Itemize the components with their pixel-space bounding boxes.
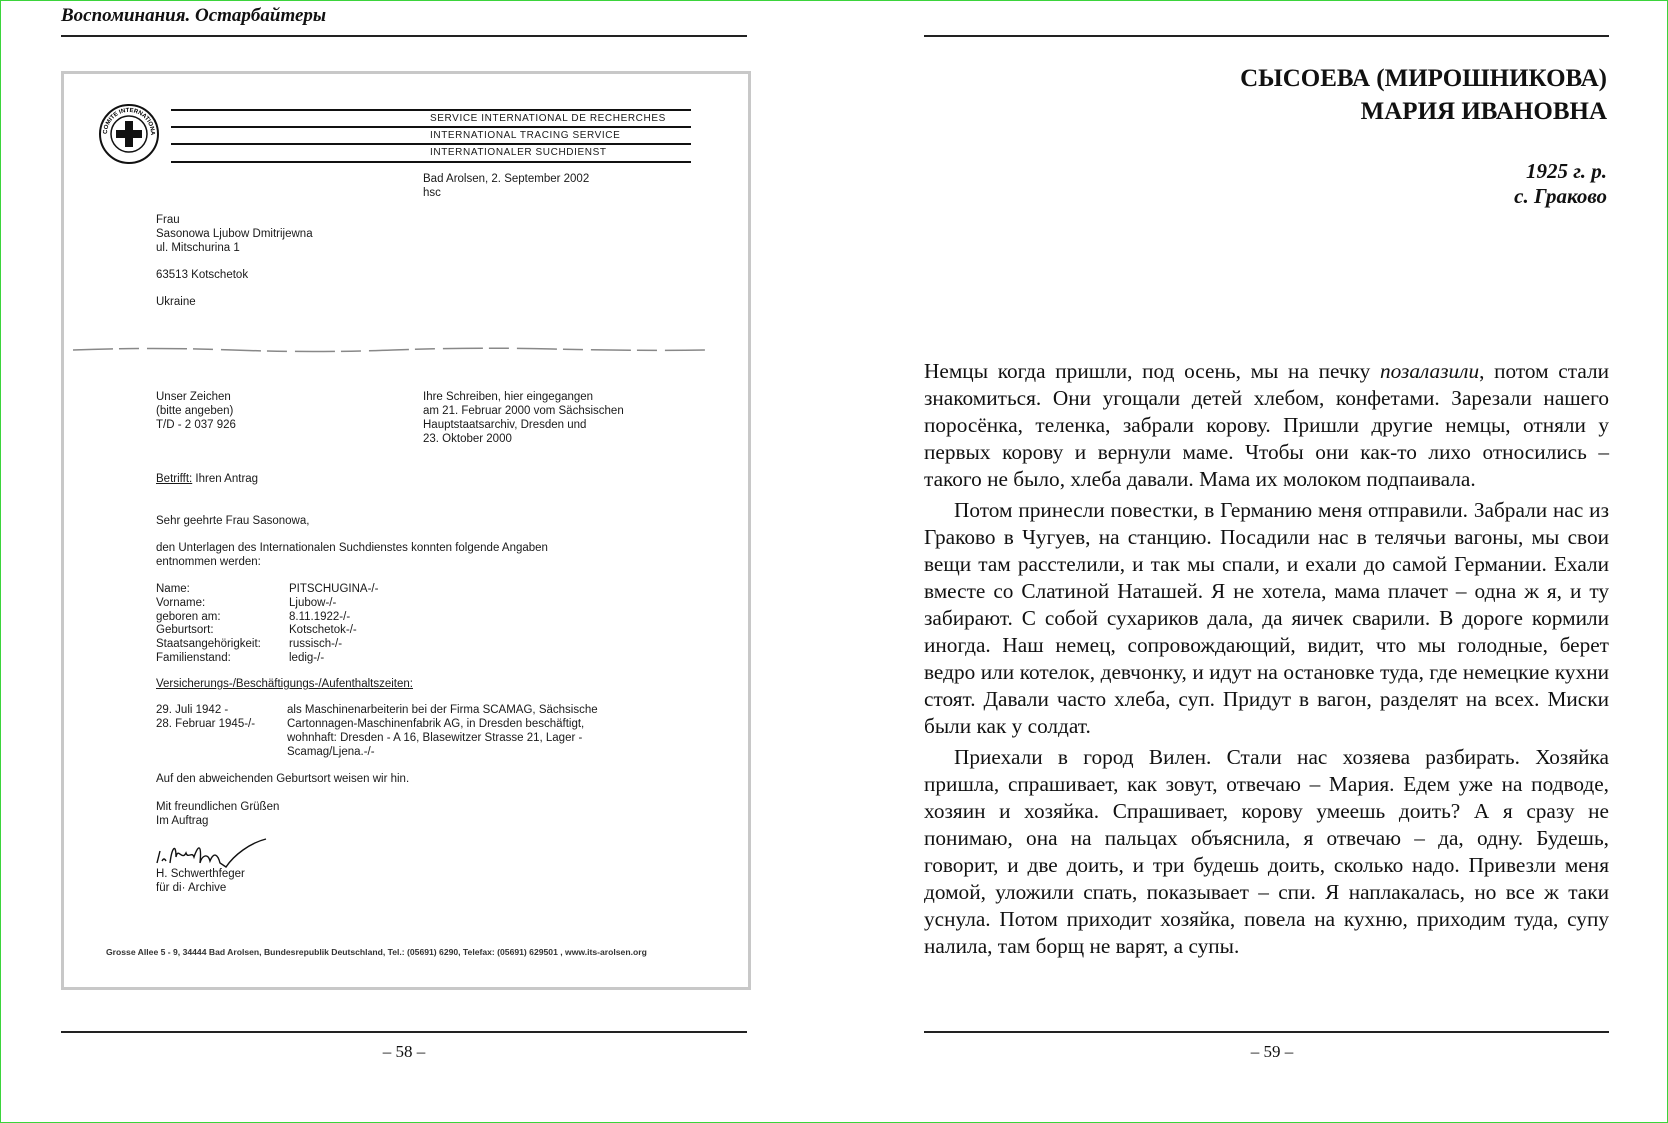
our-ref-line: Unser Zeichen xyxy=(156,391,231,403)
paragraph: Приехали в город Вилен. Стали нас хозяева разбирать. Хозяйка пришла, спрашивает, как зовут, отвечаю – Мария. Едем уже на подводе, хозяин и хозяйка. Спрашивает, корову умеешь доить? А я сразу не понимаю, она на пальцах объяснила, я отвечаю – да, одну. Будешь, говорит, и две доить, и три будешь доить, сколько надо. Привезли меня домой, уложили спать, показывает – спи. Я наплакалась, но все ж таки уснула. Потом приходит хозяйка, повела на кухню, приходим туда, супу налила, там борщ не варят, а супы. xyxy=(924,745,1609,958)
signer-role: für di· Archive xyxy=(156,882,227,894)
section-heading: Versicherungs-/Beschäftigungs-/Aufenthaltszeiten: xyxy=(156,678,413,690)
field-value: Ljubow-/- xyxy=(289,596,337,609)
your-ref-line: 23. Oktober 2000 xyxy=(423,433,512,445)
chapter-title-line: МАРИЯ ИВАНОВНА xyxy=(1360,98,1607,125)
your-ref-line: Ihre Schreiben, hier eingegangen xyxy=(423,391,594,403)
salutation: Sehr geehrte Frau Sasonowa, xyxy=(156,515,310,527)
field-label: geboren am: xyxy=(156,610,221,623)
field-label: Staatsangehörigkeit: xyxy=(156,638,261,651)
field-value: russisch-/- xyxy=(289,638,343,651)
field-label: Name: xyxy=(156,583,190,595)
letterhead-rule xyxy=(171,126,691,128)
letterhead-rule xyxy=(171,161,691,163)
field-label: Geburtsort: xyxy=(156,624,214,637)
org-name-fr: SERVICE INTERNATIONAL DE RECHERCHES xyxy=(430,113,666,124)
text-run: , потом стали знакомиться. Они угощали детей хлебом, конфетами. Зарезали нашего поросёнка, теленка, забрали корову. Пришли другие немцы, отняли у первых корову и вернули маме. Чтобы они как-то лихо относились – такого не было, хлеба давали. Мама их молоком подпаивала. xyxy=(924,359,1609,491)
birth-year: 1925 г. р. xyxy=(1526,159,1607,183)
paragraph: Потом принесли повестки, в Германию меня отправили. Забрали нас из Граково в Чугуев, на станцию. Посадили нас в телячьи вагоны, мы свои вещи там расстелили, и так мы спали, и ехали до самой Германии. Ехали вместе со Слатиной Наташей. Я не хотела, мама плачет – одна ж я, и ту забирают. С собой сухариков дала, да яичек сварили. В дороге кормили иногда. Наш немец, сопровождающий, видит, что мы голодные, берет ведро или котелок, девчонку, и идут на остановке туда, где немецкие кухни стоят. Давали часто хлеба, суп. Придут в вагон, разделят на всех. Миски были как у солдат. xyxy=(924,498,1609,738)
letter-date: Bad Arolsen, 2. September 2002 xyxy=(423,173,590,185)
field-value: 8.11.1922-/- xyxy=(289,610,351,623)
subject-text: Ihren Antrag xyxy=(192,473,259,485)
header-rule xyxy=(924,35,1609,37)
letter-footer: Grosse Allee 5 - 9, 34444 Bad Arolsen, Bundesrepublik Deutschland, Tel.: (05691) 6290, Telefax: (05691) 629501 , www.its-arolsen.org xyxy=(106,947,647,957)
footer-rule xyxy=(924,1031,1609,1033)
red-cross-logo-icon xyxy=(98,103,160,165)
field-value: PITSCHUGINA-/- xyxy=(289,583,379,595)
your-ref-line: am 21. Februar 2000 vom Sächsischen xyxy=(423,405,624,417)
field-label: Familienstand: xyxy=(156,652,231,664)
recipient-postal: 63513 Kotschetok xyxy=(156,269,249,281)
recipient-line: Sasonowa Ljubow Dmitrijewna xyxy=(156,228,313,240)
period-end: 28. Februar 1945-/- xyxy=(156,718,256,730)
period-start: 29. Juli 1942 - xyxy=(156,704,229,716)
recipient-line: ul. Mitschurina 1 xyxy=(156,242,240,254)
subject-line xyxy=(156,473,258,487)
recipient-line: Frau xyxy=(156,214,180,226)
fold-line xyxy=(73,346,707,354)
paragraph xyxy=(924,358,1609,493)
memoir-text xyxy=(924,358,1609,964)
running-head: Воспоминания. Остарбайтеры xyxy=(61,5,327,26)
our-ref-line: T/D - 2 037 926 xyxy=(156,419,236,431)
period-text-line: wohnhaft: Dresden - A 16, Blasewitzer Strasse 21, Lager - xyxy=(287,732,583,744)
signature xyxy=(154,837,269,871)
header-rule xyxy=(61,35,747,37)
org-name-de: INTERNATIONALER SUCHDIENST xyxy=(430,147,607,158)
signer-name: H. Schwerthfeger xyxy=(156,868,245,880)
subject-label: Betrifft: xyxy=(156,473,193,485)
your-ref-line: Hauptstaatsarchiv, Dresden und xyxy=(423,419,587,431)
italic-word: позалазили xyxy=(1380,359,1480,383)
chapter-title-line: СЫСОЕВА (МИРОШНИКОВА) xyxy=(1240,65,1607,92)
note: Auf den abweichenden Geburtsort weisen wir hin. xyxy=(156,773,410,785)
field-label: Vorname: xyxy=(156,596,206,609)
field-value: Kotschetok-/- xyxy=(289,624,357,637)
recipient-country: Ukraine xyxy=(156,296,196,308)
closing-line: Im Auftrag xyxy=(156,815,209,827)
our-ref-line: (bitte angeben) xyxy=(156,405,234,417)
birth-place: с. Граково xyxy=(1514,184,1607,208)
letterhead-rule xyxy=(171,109,691,111)
page-number-right: – 59 – xyxy=(1250,1042,1294,1061)
intro-line: entnommen werden: xyxy=(156,556,261,568)
page-number-left: – 58 – xyxy=(382,1042,426,1061)
text-run: Немцы когда пришли, под осень, мы на печку xyxy=(924,359,1381,383)
svg-text:COMITE INTERNATIONAL: COMITE INTERNATIONA xyxy=(102,107,156,136)
org-name-en: INTERNATIONAL TRACING SERVICE xyxy=(430,130,621,141)
period-text-line: als Maschinenarbeiterin bei der Firma SCAMAG, Sächsische xyxy=(287,704,598,716)
footer-rule xyxy=(61,1031,747,1033)
period-text-line: Scamag/Ljena.-/- xyxy=(287,746,375,758)
closing-line: Mit freundlichen Grüßen xyxy=(156,801,280,813)
letter-ref: hsc xyxy=(423,187,441,199)
letterhead-rule xyxy=(171,143,691,145)
intro-line: den Unterlagen des Internationalen Suchdienstes konnten folgende Angaben xyxy=(156,542,548,554)
period-text-line: Cartonnagen-Maschinenfabrik AG, in Dresden beschäftigt, xyxy=(287,718,585,730)
field-value: ledig-/- xyxy=(289,652,325,664)
